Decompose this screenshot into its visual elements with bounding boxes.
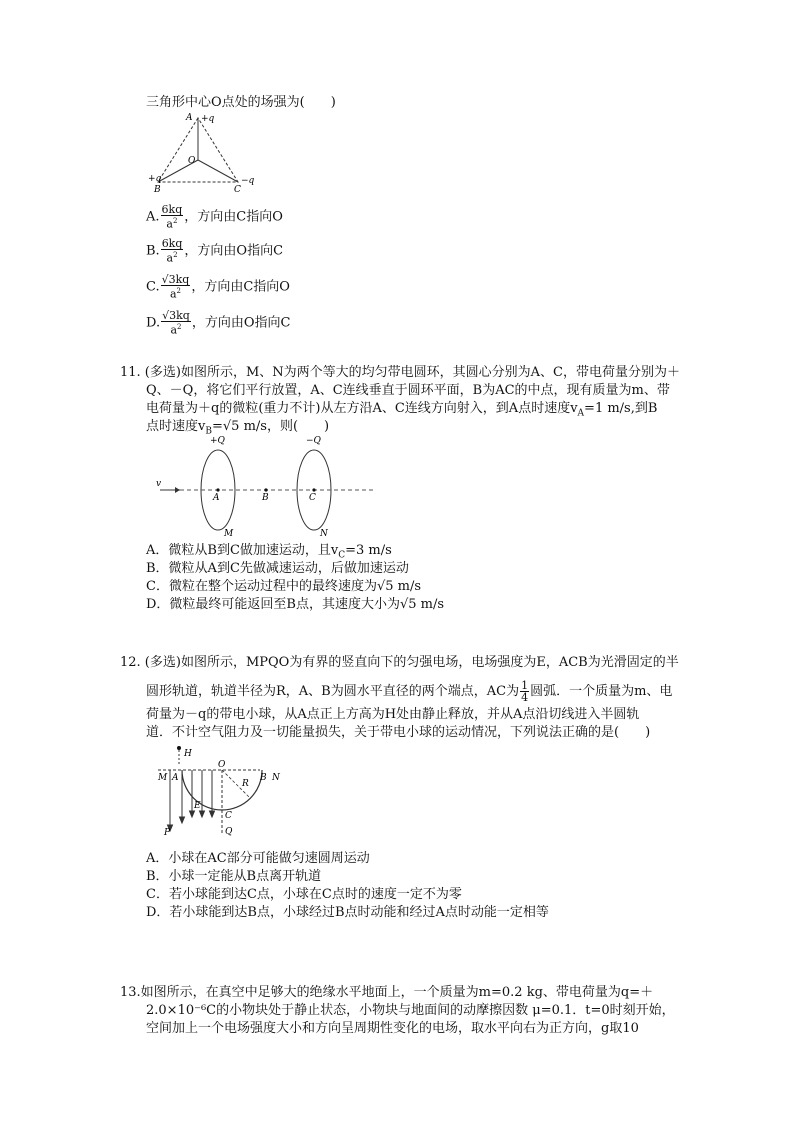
charge-C: −q xyxy=(241,176,255,186)
label-N: N xyxy=(320,529,328,538)
q12-option-A: A．小球在AC部分可能做匀速圆周运动 xyxy=(146,851,370,866)
label-O: O xyxy=(218,760,226,770)
rings-figure xyxy=(148,430,378,538)
q12-line4: 道．不计空气阻力及一切能量损失，关于带电小球的运动情况，下列说法正确的是( ) xyxy=(146,725,651,740)
semicircle-field-figure xyxy=(156,742,296,840)
q11-line4: 点时速度$v_B=√5$ m/s，则( ) xyxy=(146,419,330,437)
q11-line1: 11. (多选)如图所示，M、N为两个等大的均匀带电圆环，其圆心分别为A、C，带电荷量分别为＋ xyxy=(120,365,680,380)
label-M: M xyxy=(224,529,234,538)
charge-B: +q xyxy=(148,174,162,184)
label-B: B xyxy=(260,773,267,783)
q11-option-B: B．微粒从A到C先做减速运动，后做加速运动 xyxy=(146,561,409,576)
q11-line2: Q、－Q，将它们平行放置，A、C连线垂直于圆环平面，B为AC的中点，现有质量为m、带 xyxy=(146,383,670,398)
q12-line1: 12. (多选)如图所示，MPQO为有界的竖直向下的匀强电场，电场强度为E，ACB为光滑固定的半 xyxy=(120,655,679,670)
label-H: H xyxy=(184,749,192,759)
label-plus-Q: +Q xyxy=(210,436,225,446)
q13-line3: 空间加上一个电场强度大小和方向呈周期性变化的电场，取水平向右为正方向，g取10 xyxy=(146,1021,639,1036)
q10-option-A: A. $\frac{6kq}{a^2}$ ，方向由C指向O xyxy=(146,203,283,231)
label-Q: Q xyxy=(225,827,233,837)
q13-line1: 13.如图所示，在真空中足够大的绝缘水平地面上，一个质量为m=0.2 kg、带电荷量为q=＋ xyxy=(120,985,654,1000)
label-B: B xyxy=(262,493,269,503)
q10-stem: 三角形中心O点处的场强为( ) xyxy=(146,95,336,110)
label-R: R xyxy=(242,779,249,789)
triangle-figure xyxy=(146,112,256,194)
label-P: P xyxy=(164,828,171,838)
q12-option-C: C．若小球能到达C点，小球在C点时的速度一定不为零 xyxy=(146,887,462,902)
label-A: A xyxy=(172,773,179,783)
label-N: N xyxy=(272,773,280,783)
q10-option-D: D. $\frac{√3kq}{a^2}$ ，方向由O指向C xyxy=(146,309,291,337)
q11-option-A: A．微粒从B到C做加速运动，且$v_C=3$ m/s xyxy=(146,543,392,561)
label-B: B xyxy=(154,185,161,194)
label-C: C xyxy=(234,185,241,194)
label-A: A xyxy=(186,113,193,123)
label-C: C xyxy=(309,493,316,503)
label-A: A xyxy=(213,493,220,503)
q13-line2: 2.0×10⁻⁶C的小物块处于静止状态，小物块与地面间的动摩擦因数 μ=0.1．t=0时刻开始， xyxy=(146,1003,675,1018)
label-O: O xyxy=(188,156,196,166)
q12-line2: 圆形轨道，轨道半径为R，A、B为圆水平直径的两个端点，AC为 $\frac{1}{4}$ 圆弧．一个质量为m、电 xyxy=(146,679,673,704)
label-E: E xyxy=(194,801,201,811)
q11-line3: 电荷量为＋q的微粒(重力不计)从左方沿A、C连线方向射入，到A点时速度$v_A=1$ m/s,到B xyxy=(146,401,658,419)
q12-option-B: B．小球一定能从B点离开轨道 xyxy=(146,869,322,884)
label-minus-Q: −Q xyxy=(306,436,321,446)
q10-option-B: B. $\frac{6kq}{a^2}$ ，方向由O指向C xyxy=(146,237,284,265)
charge-A: +q xyxy=(201,114,215,124)
label-M: M xyxy=(158,773,168,783)
q11-option-C: C．微粒在整个运动过程中的最终速度为√5 m/s xyxy=(146,579,422,594)
q12-option-D: D．若小球能到达B点，小球经过B点时动能和经过A点时动能一定相等 xyxy=(146,905,549,920)
label-C: C xyxy=(225,811,232,821)
label-v: v xyxy=(156,479,162,489)
q10-option-C: C. $\frac{√3kq}{a^2}$ ，方向由C指向O xyxy=(146,273,290,301)
q12-line3: 荷量为－q的带电小球，从A点正上方高为H处由静止释放，并从A点沿切线进入半圆轨 xyxy=(146,707,640,722)
q11-option-D: D．微粒最终可能返回至B点，其速度大小为√5 m/s xyxy=(146,597,445,612)
